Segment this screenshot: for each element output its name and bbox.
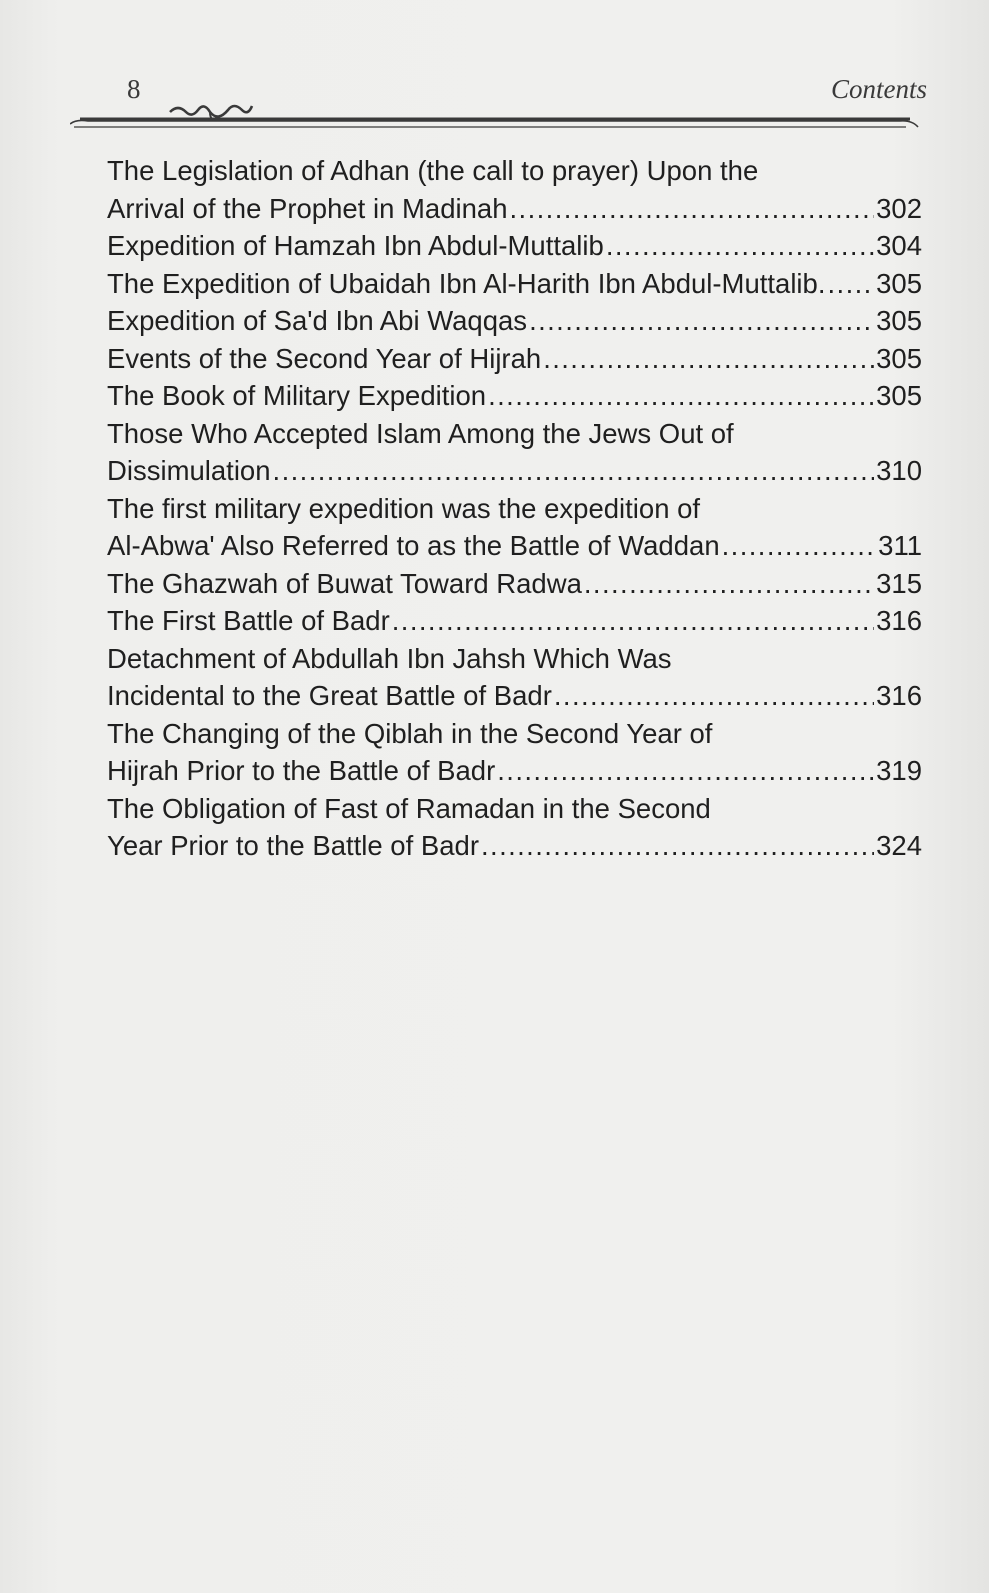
dot-leader	[529, 302, 874, 340]
toc-page-number: 316	[876, 605, 922, 636]
dot-leader	[722, 527, 877, 565]
toc-page-number: 305	[876, 342, 922, 374]
toc-entry-text: Those Who Accepted Islam Among the Jews Out of	[107, 417, 734, 449]
toc-entry-text: Dissimulation	[107, 455, 271, 486]
toc-entry-last-line	[107, 265, 922, 303]
toc-entry	[107, 302, 922, 340]
running-header: Contents	[830, 74, 927, 104]
toc-entry-last-line	[107, 527, 922, 565]
toc-entry-text: The First Battle of Badr	[107, 605, 390, 636]
table-of-contents	[107, 152, 922, 865]
toc-entry	[107, 377, 922, 415]
toc-entry-text: Hijrah Prior to the Battle of Badr	[107, 755, 496, 786]
dot-leader	[584, 565, 874, 603]
toc-entry-text: Events of the Second Year of Hijrah	[107, 342, 542, 374]
toc-entry-last-line	[107, 565, 922, 603]
dot-leader	[510, 190, 875, 228]
toc-entry	[107, 227, 922, 265]
toc-entry-text: The Book of Military Expedition	[107, 380, 487, 411]
toc-entry-last-line	[107, 827, 922, 865]
toc-entry-text: Arrival of the Prophet in Madinah	[107, 192, 508, 224]
toc-entry	[107, 715, 922, 790]
dot-leader	[827, 265, 874, 303]
toc-entry	[107, 640, 922, 715]
toc-entry-text: Year Prior to the Battle of Badr	[107, 830, 479, 861]
toc-entry-text: The Obligation of Fast of Ramadan in the Second	[107, 792, 711, 824]
toc-entry-text: Detachment of Abdullah Ibn Jahsh Which Was	[107, 642, 672, 674]
toc-entry-last-line	[107, 677, 922, 715]
toc-page-number: 305	[876, 267, 922, 299]
header-ornament	[70, 100, 920, 134]
toc-page-number: 305	[876, 380, 922, 411]
toc-entry-text: The Legislation of Adhan (the call to prayer) Upon the	[107, 155, 759, 186]
toc-page-number: 302	[876, 192, 922, 224]
toc-entry	[107, 565, 922, 603]
toc-entry-last-line	[107, 452, 922, 490]
toc-entry-last-line	[107, 302, 922, 340]
dot-leader	[392, 602, 874, 640]
toc-entry-last-line	[107, 377, 922, 415]
toc-entry-last-line	[107, 190, 922, 228]
page-number: 8	[127, 74, 141, 104]
dot-leader	[606, 227, 874, 265]
toc-entry-text: The Ghazwah of Buwat Toward Radwa	[107, 567, 582, 599]
toc-entry-last-line	[107, 602, 922, 640]
toc-entry-text: The Changing of the Qiblah in the Second Year of	[107, 717, 713, 749]
toc-entry-last-line	[107, 752, 922, 790]
toc-page-number: 311	[878, 530, 922, 561]
toc-entry	[107, 340, 922, 378]
toc-entry-text: Incidental to the Great Battle of Badr	[107, 680, 552, 711]
toc-entry-text: Expedition of Hamzah Ibn Abdul-Muttalib	[107, 230, 604, 261]
toc-page-number: 304	[876, 230, 922, 261]
toc-entry-last-line	[107, 340, 922, 378]
toc-entry-text: Al-Abwa' Also Referred to as the Battle of Waddan	[107, 530, 720, 561]
toc-entry	[107, 265, 922, 303]
toc-page-number: 310	[876, 455, 922, 486]
toc-entry	[107, 602, 922, 640]
toc-page-number: 315	[876, 567, 922, 599]
dot-leader	[488, 377, 874, 415]
toc-page-number: 305	[876, 305, 922, 336]
dot-leader	[497, 752, 874, 790]
toc-entry	[107, 152, 922, 227]
dot-leader	[554, 677, 874, 715]
toc-entry	[107, 415, 922, 490]
toc-page-number: 324	[876, 830, 922, 861]
toc-page-number: 316	[876, 680, 922, 711]
dot-leader	[543, 340, 874, 378]
dot-leader	[273, 452, 875, 490]
toc-page-number: 319	[876, 755, 922, 786]
toc-entry	[107, 790, 922, 865]
toc-entry-last-line	[107, 227, 922, 265]
toc-entry-text: The Expedition of Ubaidah Ibn Al-Harith Ibn Abdul-Muttalib.	[107, 267, 826, 299]
toc-entry-text: Expedition of Sa'd Ibn Abi Waqqas	[107, 305, 528, 336]
toc-entry-text: The first military expedition was the expedition of	[107, 492, 701, 524]
toc-entry	[107, 490, 922, 565]
dot-leader	[481, 827, 874, 865]
